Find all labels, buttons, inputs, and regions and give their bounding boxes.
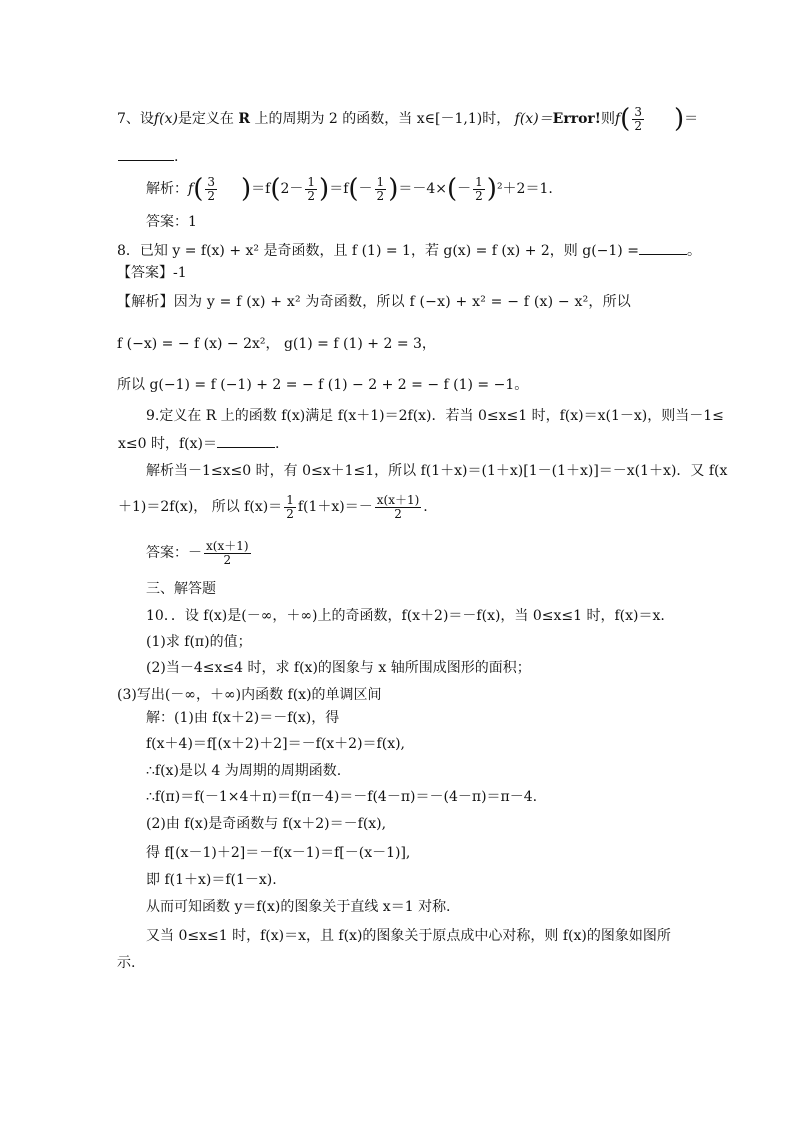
q10-solution-6: 得 f[(x－1)＋2]＝－f(x－1)＝f[－(x－1)],	[146, 845, 411, 861]
q10-part1: (1)求 f(π)的值；	[146, 634, 252, 650]
q10-solution-5: (2)由 f(x)是奇函数与 f(x＋2)＝－f(x),	[146, 816, 387, 832]
q8-stem: 8．已知 y = f(x) + x² 是奇函数，且 f (1) = 1，若 g(x) = f (x) + 2，则 g(−1) = 。	[117, 243, 701, 259]
q10-solution-3: ∴f(x)是以 4 为周期的周期函数.	[146, 763, 342, 779]
q8-solution-head: 【解析】因为 y = f (x) + x² 为奇函数，所以 f (−x) + x² = − f (x) − x²，所以	[117, 294, 632, 310]
q9-stem-line1: 9.定义在 R 上的函数 f(x)满足 f(x＋1)＝2f(x)．若当 0≤x≤1 时，f(x)＝x(1－x)，则当－1≤	[146, 408, 724, 424]
q10-solution-8: 从而可知函数 y＝f(x)的图象关于直线 x＝1 对称.	[146, 899, 451, 915]
q7-answer-blank[interactable]: .	[118, 150, 178, 164]
frac-3-2: $\frac{3}{2}$	[634, 105, 642, 133]
q9-stem-line2: x≤0 时，f(x)＝ .	[118, 436, 280, 452]
q9-answer: 答案：－ $\frac{x(x+1)}{2}$	[146, 539, 249, 567]
section-heading: 三、解答题	[146, 581, 216, 597]
q10-solution-10: 示.	[117, 955, 136, 971]
q10-solution-4: ∴f(π)＝f(－1×4＋π)＝f(π－4)＝－f(4－π)＝－(4－π)＝π－4.	[146, 789, 538, 805]
q7-stem: 7、设f(x)是定义在 R 上的周期为 2 的函数，当 x∈[－1,1)时， f(x)＝Error!则f( $\frac{3}{2}$ )＝	[117, 104, 699, 135]
q9-solution-line1: 解析当－1≤x≤0 时，有 0≤x＋1≤1，所以 f(1＋x)＝(1＋x)[1－(1＋x)]＝－x(1＋x)．又 f(x	[146, 463, 728, 479]
q8-solution-line2: f (−x) = − f (x) − 2x²， g(1) = f (1) + 2 = 3，	[117, 336, 436, 352]
q8-solution-line3: 所以 g(−1) = f (−1) + 2 = − f (1) − 2 + 2 = − f (1) = −1。	[117, 377, 529, 393]
q10-part2: (2)当－4≤x≤4 时，求 f(x)的图象与 x 轴所围成图形的面积；	[146, 660, 531, 676]
q9-solution-line2: ＋1)＝2f(x)， 所以 f(x)＝ $\frac{1}{2}$ f(1＋x)＝－ $\frac{x(x+1)}{2}$ .	[118, 493, 428, 521]
q8-answer-blank[interactable]	[639, 253, 687, 255]
q7-answer: 答案：1	[146, 214, 197, 230]
q10-solution-2: f(x＋4)＝f[(x＋2)＋2]＝－f(x＋2)＝f(x),	[146, 736, 406, 752]
q10-solution-1: 解：(1)由 f(x＋2)＝－f(x)，得	[146, 710, 340, 726]
q10-stem: 10．．设 f(x)是(－∞，＋∞)上的奇函数，f(x＋2)＝－f(x)，当 0≤x≤1 时，f(x)＝x.	[146, 608, 665, 624]
q10-solution-9: 又当 0≤x≤1 时，f(x)＝x，且 f(x)的图象关于原点成中心对称，则 f(x)的图象如图所	[146, 928, 671, 944]
q9-answer-blank[interactable]	[217, 446, 275, 448]
q7-solution: 解析：f( $\frac{3}{2}$ )＝f(2－ $\frac{1}{2}$ )＝f(－ $\frac{1}{2}$ )＝－4×(－ $\frac{1}{2}$ )²＋2＝1.	[146, 174, 553, 205]
q10-part3: (3)写出(－∞，＋∞)内函数 f(x)的单调区间	[117, 687, 382, 703]
q10-solution-7: 即 f(1＋x)＝f(1－x).	[146, 872, 277, 888]
q8-answer: 【答案】-1	[117, 265, 187, 281]
